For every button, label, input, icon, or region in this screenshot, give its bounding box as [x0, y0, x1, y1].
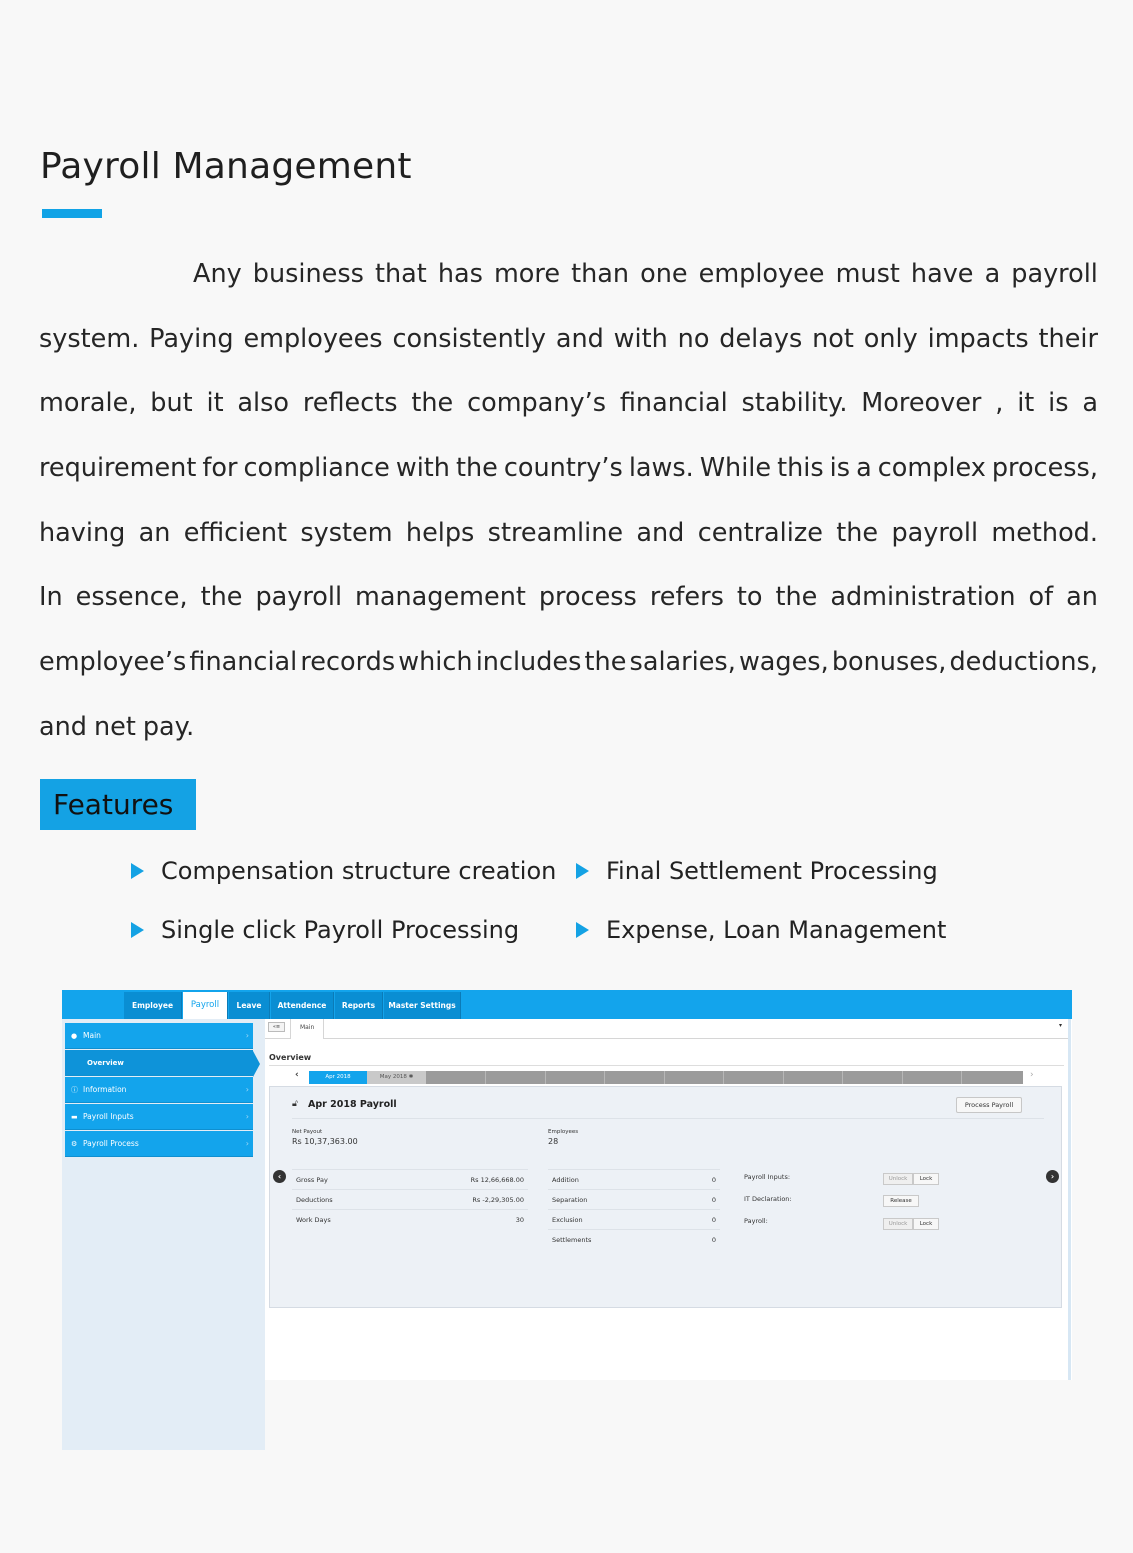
divider [545, 1071, 546, 1084]
unlock-button[interactable]: Unlock [883, 1173, 913, 1185]
chevron-left-icon[interactable]: ‹ [295, 1070, 299, 1080]
net-payout-label: Net Payout [292, 1129, 323, 1135]
nav-tab-master-settings[interactable]: Master Settings [384, 992, 461, 1019]
nav-tab-employee[interactable]: Employee [124, 992, 182, 1019]
paragraph-word: with [613, 323, 668, 354]
paragraph-word: , [995, 388, 1004, 419]
nav-tab-reports[interactable]: Reports [335, 992, 383, 1019]
row-value: Rs 12,66,668.00 [470, 1176, 524, 1184]
paragraph-word: payroll [1011, 259, 1098, 289]
tab-main[interactable]: Main [290, 1019, 324, 1039]
sidebar-item-label: Payroll Inputs [83, 1112, 134, 1121]
feature-item [576, 857, 938, 885]
paragraph-word: having [39, 517, 126, 548]
paragraph-word: deductions, [949, 647, 1098, 678]
paragraph-word: this [777, 453, 824, 484]
divider [269, 1065, 1064, 1066]
paragraph-word: of [1028, 582, 1054, 613]
paragraph-word: payroll [891, 517, 979, 548]
month-strip [309, 1071, 1023, 1084]
lock-button[interactable]: Lock [913, 1218, 939, 1230]
table-row [292, 1169, 528, 1189]
paragraph-word: business [252, 259, 364, 289]
paragraph-word: and [555, 323, 604, 354]
row-value: Rs -2,29,305.00 [472, 1196, 524, 1204]
divider [723, 1071, 724, 1084]
paragraph-word: bonuses, [831, 647, 947, 678]
paragraph-word: it [1017, 388, 1035, 419]
month-may-2018[interactable] [367, 1071, 426, 1084]
intro-paragraph [39, 242, 1098, 760]
divider [783, 1071, 784, 1084]
row-value: 0 [711, 1216, 716, 1224]
paragraph-word: In [39, 582, 63, 613]
paragraph-word: salaries, [629, 647, 736, 678]
row-label: Separation [552, 1196, 588, 1204]
paragraph-word: Any [193, 259, 242, 289]
paragraph-word: financial [189, 647, 298, 678]
feature-item [131, 857, 556, 885]
paragraph-word: country’s [503, 453, 623, 484]
row-label: Exclusion [552, 1216, 583, 1224]
paragraph-word: management [355, 582, 526, 613]
feature-label: Expense, Loan Management [606, 916, 947, 944]
paragraph-word: company’s [467, 388, 607, 419]
employees-value: 28 [548, 1137, 559, 1146]
process-payroll-button[interactable]: Process Payroll [956, 1097, 1022, 1113]
chevron-right-icon: › [245, 1139, 249, 1148]
paragraph-word: delays [719, 323, 803, 354]
paragraph-word: records [300, 647, 396, 678]
paragraph-word: it [206, 388, 224, 419]
paragraph-word: payroll [255, 582, 343, 613]
table-row [548, 1169, 720, 1189]
paragraph-line [39, 436, 1098, 501]
sidebar-item-label: Main [83, 1031, 101, 1040]
info-icon: ⓘ [71, 1086, 78, 1094]
payroll-label: Payroll: [744, 1217, 768, 1225]
divider [604, 1071, 605, 1084]
paragraph-word: an [138, 517, 171, 548]
paragraph-word: to [736, 582, 763, 613]
paragraph-word: a [1082, 388, 1098, 419]
divider [292, 1118, 1044, 1119]
paragraph-word: system. [39, 323, 140, 354]
paragraph-word: employee [698, 259, 825, 289]
paragraph-line [39, 630, 1098, 695]
active-pointer [253, 1051, 260, 1077]
title-underline [42, 209, 102, 218]
payroll-panel [269, 1086, 1062, 1308]
paragraph-word: is [829, 453, 851, 484]
paragraph-word: complex [877, 453, 986, 484]
row-label: Work Days [296, 1216, 331, 1224]
paragraph-word: process, [991, 453, 1098, 484]
paragraph-word: wages, [738, 647, 829, 678]
sidebar-item-overview[interactable] [65, 1050, 253, 1076]
paragraph-word: refers [649, 582, 724, 613]
paragraph-word: includes [475, 647, 582, 678]
paragraph-word: must [835, 259, 900, 289]
nav-tab-attendence[interactable]: Attendence [271, 992, 334, 1019]
table-row [548, 1229, 720, 1249]
employees-label: Employees [548, 1129, 579, 1135]
paragraph-word: centralize [697, 517, 823, 548]
top-nav-bar [62, 990, 1072, 1019]
chevron-right-icon: › [245, 1085, 249, 1094]
scroll-edge [1068, 1019, 1071, 1380]
sidebar [62, 1019, 265, 1450]
paragraph-word: laws. [628, 453, 694, 484]
sidebar-item-payroll-process[interactable] [65, 1131, 253, 1157]
sidebar-item-label: Payroll Process [83, 1139, 139, 1148]
paragraph-word: that [374, 259, 427, 289]
paragraph-word: net [93, 711, 136, 742]
divider [485, 1071, 486, 1084]
section-title: Overview [269, 1053, 312, 1062]
paragraph-word: consistently [392, 323, 546, 354]
paragraph-word: stability. [741, 388, 848, 419]
paragraph-word: essence, [75, 582, 188, 613]
unlock-icon: 🔓︎ [292, 1099, 298, 1109]
paragraph-word: only [863, 323, 918, 354]
paragraph-line [39, 242, 1098, 307]
row-value: 0 [711, 1196, 716, 1204]
features-badge: Features [40, 779, 196, 830]
paragraph-word: Moreover [861, 388, 982, 419]
paragraph-line [39, 371, 1098, 436]
paragraph-word: While [699, 453, 772, 484]
paragraph-word: is [1048, 388, 1069, 419]
gears-icon: ⚙ [71, 1140, 78, 1148]
paragraph-word: for [202, 453, 238, 484]
paragraph-word: method. [991, 517, 1098, 548]
row-label: Addition [552, 1176, 579, 1184]
chevron-right-icon: › [245, 1112, 249, 1121]
row-label: Gross Pay [296, 1176, 328, 1184]
star-icon: ✱ [408, 1074, 414, 1080]
chevron-right-icon: › [245, 1031, 249, 1040]
paragraph-word: impacts [927, 323, 1029, 354]
paragraph-word: the [775, 582, 818, 613]
paragraph-word: financial [619, 388, 728, 419]
sidebar-item-payroll-inputs[interactable] [65, 1104, 253, 1130]
table-row [548, 1209, 720, 1229]
paragraph-word: compliance [243, 453, 390, 484]
paragraph-line [39, 695, 1098, 760]
paragraph-word: one [640, 259, 688, 289]
paragraph-word: but [150, 388, 193, 419]
month-apr-2018[interactable]: Apr 2018 [309, 1071, 367, 1084]
panel-title: Apr 2018 Payroll [308, 1099, 397, 1110]
collapse-sidebar-button[interactable]: «≡ [268, 1022, 285, 1032]
next-arrow-icon[interactable]: › [1046, 1170, 1059, 1183]
paragraph-word: with [395, 453, 450, 484]
row-value: 0 [711, 1236, 716, 1244]
feature-item [576, 916, 946, 944]
paragraph-word: no [677, 323, 710, 354]
paragraph-word: efficient [183, 517, 288, 548]
sidebar-item-main[interactable] [65, 1023, 253, 1049]
paragraph-word: reflects [302, 388, 398, 419]
sidebar-item-label: Overview [87, 1059, 124, 1067]
table-row [548, 1189, 720, 1209]
row-label: Settlements [552, 1236, 592, 1244]
row-value: 30 [515, 1216, 524, 1224]
triangle-bullet-icon [131, 922, 144, 938]
nav-tab-leave[interactable]: Leave [229, 992, 270, 1019]
paragraph-line [39, 565, 1098, 630]
subtab-bar [265, 1019, 1070, 1039]
paragraph-word: employees [243, 323, 383, 354]
paragraph-word: process [538, 582, 637, 613]
caret-down-icon[interactable]: ▾ [1058, 1022, 1062, 1029]
sidebar-item-information[interactable] [65, 1077, 253, 1103]
paragraph-word: the [411, 388, 454, 419]
divider [842, 1071, 843, 1084]
feature-item [131, 916, 519, 944]
paragraph-word: than [571, 259, 630, 289]
paragraph-word: and [636, 517, 685, 548]
release-button[interactable]: Release [883, 1195, 919, 1207]
page-title: Payroll Management [40, 146, 412, 187]
paragraph-word: has [437, 259, 483, 289]
paragraph-word: have [910, 259, 974, 289]
divider [961, 1071, 962, 1084]
card-icon: ▬ [71, 1113, 78, 1121]
paragraph-word: not [812, 323, 854, 354]
paragraph-word: the [455, 453, 498, 484]
sidebar-item-label: Information [83, 1085, 127, 1094]
paragraph-word: the [200, 582, 243, 613]
paragraph-word: a [984, 259, 1001, 289]
chevron-right-icon[interactable]: › [1030, 1070, 1034, 1080]
unlock-button[interactable]: Unlock [883, 1218, 913, 1230]
row-label: Deductions [296, 1196, 333, 1204]
paragraph-word: streamline [487, 517, 624, 548]
paragraph-word: the [836, 517, 879, 548]
paragraph-word: their [1038, 323, 1098, 354]
paragraph-word: morale, [39, 388, 137, 419]
paragraph-word: Paying [149, 323, 234, 354]
paragraph-word: requirement [39, 453, 197, 484]
paragraph-word: a [856, 453, 872, 484]
feature-label: Compensation structure creation [161, 857, 557, 885]
paragraph-word: the [584, 647, 627, 678]
triangle-bullet-icon [131, 863, 144, 879]
paragraph-word: also [237, 388, 290, 419]
payroll-inputs-label: Payroll Inputs: [744, 1173, 791, 1181]
paragraph-word: employee’s [39, 647, 187, 678]
triangle-bullet-icon [576, 922, 589, 938]
feature-label: Final Settlement Processing [606, 857, 938, 885]
paragraph-word: which [398, 647, 473, 678]
feature-label: Single click Payroll Processing [161, 916, 520, 944]
net-payout-value: Rs 10,37,363.00 [292, 1137, 358, 1146]
circle-icon: ● [71, 1032, 78, 1040]
payroll-app-screenshot [62, 990, 1072, 1450]
triangle-bullet-icon [576, 863, 589, 879]
paragraph-word: more [493, 259, 561, 289]
paragraph-line [39, 501, 1098, 566]
paragraph-line [39, 307, 1098, 372]
previous-arrow-icon[interactable]: ‹ [273, 1170, 286, 1183]
paragraph-word: system [300, 517, 393, 548]
lock-button[interactable]: Lock [913, 1173, 939, 1185]
row-value: 0 [711, 1176, 716, 1184]
paragraph-word: pay. [142, 711, 195, 742]
table-row [292, 1189, 528, 1209]
paragraph-word: helps [405, 517, 475, 548]
divider [902, 1071, 903, 1084]
divider [664, 1071, 665, 1084]
main-content [265, 1019, 1072, 1380]
table-row [292, 1209, 528, 1229]
it-declaration-label: IT Declaration: [744, 1195, 792, 1203]
paragraph-word: an [1066, 582, 1098, 613]
nav-tab-payroll[interactable]: Payroll [183, 992, 228, 1019]
paragraph-word: administration [830, 582, 1016, 613]
paragraph-word: and [39, 711, 87, 742]
month-label: May 2018 [379, 1074, 407, 1080]
